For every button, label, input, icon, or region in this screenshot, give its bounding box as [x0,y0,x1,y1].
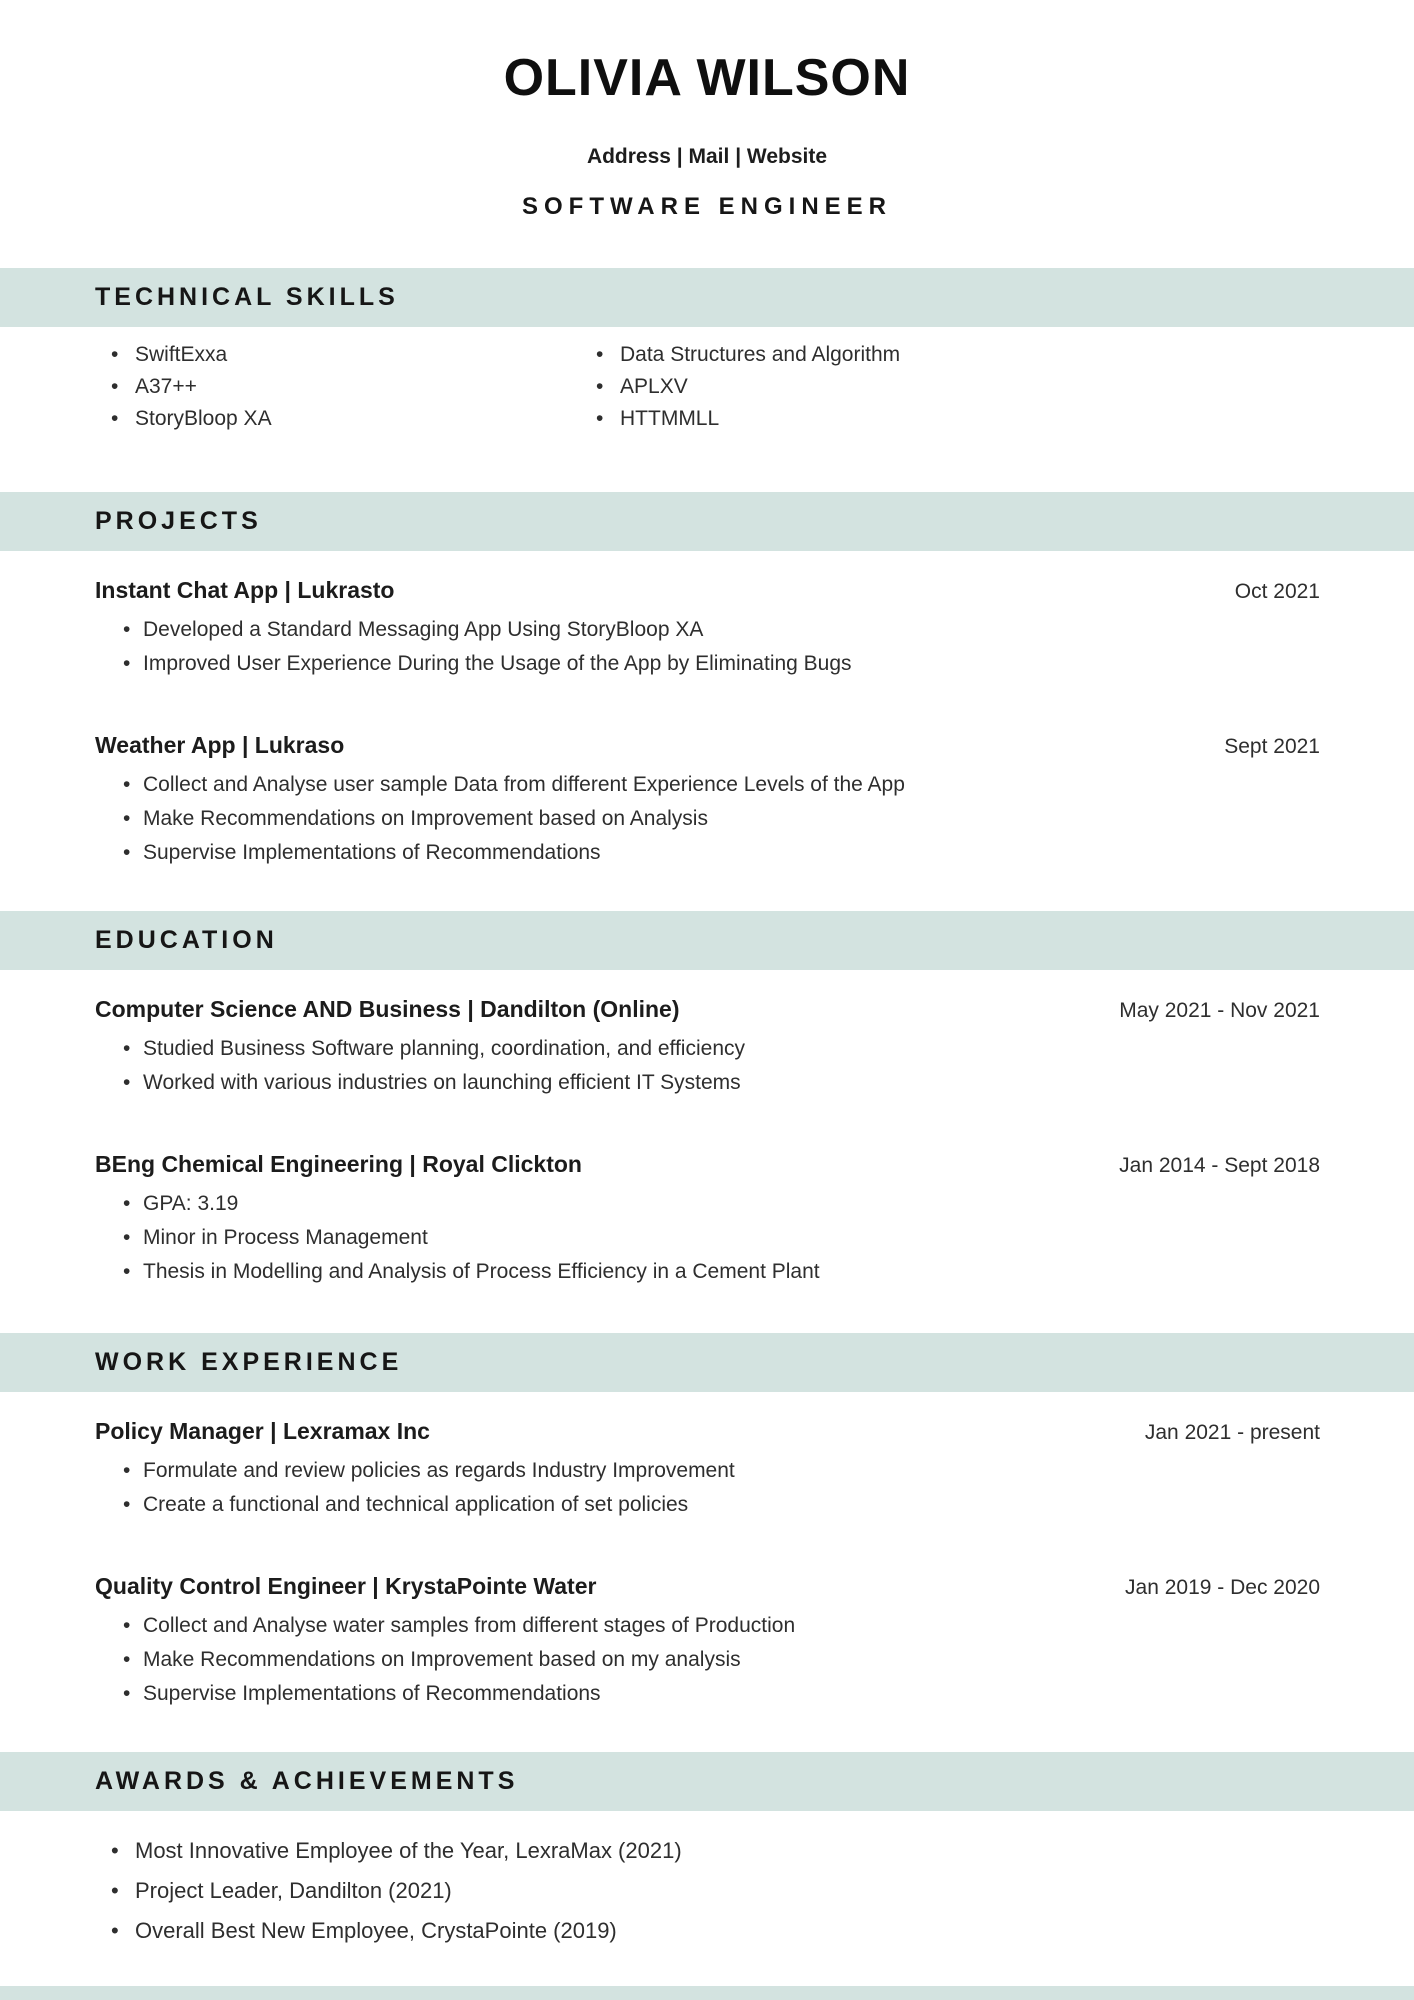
project-item [95,575,1320,678]
work-date: Jan 2021 - present [1144,1421,1320,1444]
skills-list-right [580,339,1320,435]
education-date: Jan 2014 - Sept 2018 [1119,1154,1320,1177]
education-title: BEng Chemical Engineering | Royal Clickton [95,1151,582,1177]
education-item [95,994,1320,1097]
skill-item: • APLXV [580,371,1320,403]
project-item [95,730,1320,867]
education-head [95,994,1320,1026]
work-bullets [95,1457,1320,1519]
section-title: WORK EXPERIENCE [95,1348,403,1376]
work-title: Policy Manager | Lexramax Inc [95,1418,430,1444]
project-bullets [95,616,1320,678]
bullet-item: • Minor in Process Management [95,1224,1320,1252]
education-head [95,1149,1320,1181]
section-title: EDUCATION [95,926,278,954]
projects-section [0,575,1414,867]
bullet-item: • Studied Business Software planning, coordination, and efficiency [95,1035,1320,1063]
education-date: May 2021 - Nov 2021 [1119,999,1320,1022]
project-date: Oct 2021 [1234,580,1320,603]
bullet-item: • Create a functional and technical application of set policies [95,1491,1320,1519]
bullet-item: • Collect and Analyse user sample Data from different Experience Levels of the App [95,771,1320,799]
award-item: • Overall Best New Employee, CrystaPointe (2019) [95,1917,1320,1945]
bullet-item: • Supervise Implementations of Recommendations [95,839,1320,867]
bullet-item: • GPA: 3.19 [95,1190,1320,1218]
bullet-item: • Improved User Experience During the Usage of the App by Eliminating Bugs [95,650,1320,678]
work-item [95,1571,1320,1708]
work-date: Jan 2019 - Dec 2020 [1125,1576,1320,1599]
education-title: Computer Science AND Business | Dandilton (Online) [95,996,680,1022]
section-title: PROJECTS [95,507,262,535]
resume-header [0,49,1414,220]
award-item: • Project Leader, Dandilton (2021) [95,1877,1320,1905]
bullet-item: • Supervise Implementations of Recommendations [95,1680,1320,1708]
project-head [95,730,1320,762]
section-title: TECHNICAL SKILLS [95,283,399,311]
work-section [0,1416,1414,1708]
skill-item: • A37++ [95,371,580,403]
skills-list-left [95,339,580,435]
education-item [95,1149,1320,1286]
bullet-item: • Make Recommendations on Improvement based on my analysis [95,1646,1320,1674]
project-date: Sept 2021 [1224,735,1320,758]
project-bullets [95,771,1320,867]
education-bullets [95,1190,1320,1286]
award-item: • Most Innovative Employee of the Year, LexraMax (2021) [95,1837,1320,1865]
work-item [95,1416,1320,1519]
work-head [95,1416,1320,1448]
section-header-projects [0,492,1414,551]
work-bullets [95,1612,1320,1708]
bullet-item: • Developed a Standard Messaging App Using StoryBloop XA [95,616,1320,644]
job-title: SOFTWARE ENGINEER [521,193,893,220]
skill-item: • HTTMMLL [580,403,1320,435]
bullet-item: • Collect and Analyse water samples from different stages of Production [95,1612,1320,1640]
candidate-name: OLIVIA WILSON [503,49,911,107]
section-header-awards [0,1752,1414,1811]
education-section [0,994,1414,1286]
section-title: AWARDS & ACHIEVEMENTS [95,1767,519,1795]
work-title: Quality Control Engineer | KrystaPointe Water [95,1573,597,1599]
bullet-item: • Thesis in Modelling and Analysis of Process Efficiency in a Cement Plant [95,1258,1320,1286]
skill-item: • Data Structures and Algorithm [580,339,1320,371]
bottom-accent-strip [0,1986,1414,2000]
bullet-item: • Make Recommendations on Improvement based on Analysis [95,805,1320,833]
contact-line: Address | Mail | Website [586,145,828,168]
bullet-item: • Formulate and review policies as regards Industry Improvement [95,1457,1320,1485]
education-bullets [95,1035,1320,1097]
skill-item: • StoryBloop XA [95,403,580,435]
section-header-education [0,911,1414,970]
section-header-work-experience [0,1333,1414,1392]
work-head [95,1571,1320,1603]
section-header-technical-skills [0,268,1414,327]
project-title: Weather App | Lukraso [95,732,345,758]
skills-columns [0,339,1414,435]
project-head [95,575,1320,607]
skill-item: • SwiftExxa [95,339,580,371]
project-title: Instant Chat App | Lukrasto [95,577,395,603]
bullet-item: • Worked with various industries on launching efficient IT Systems [95,1069,1320,1097]
awards-list [0,1837,1414,1945]
